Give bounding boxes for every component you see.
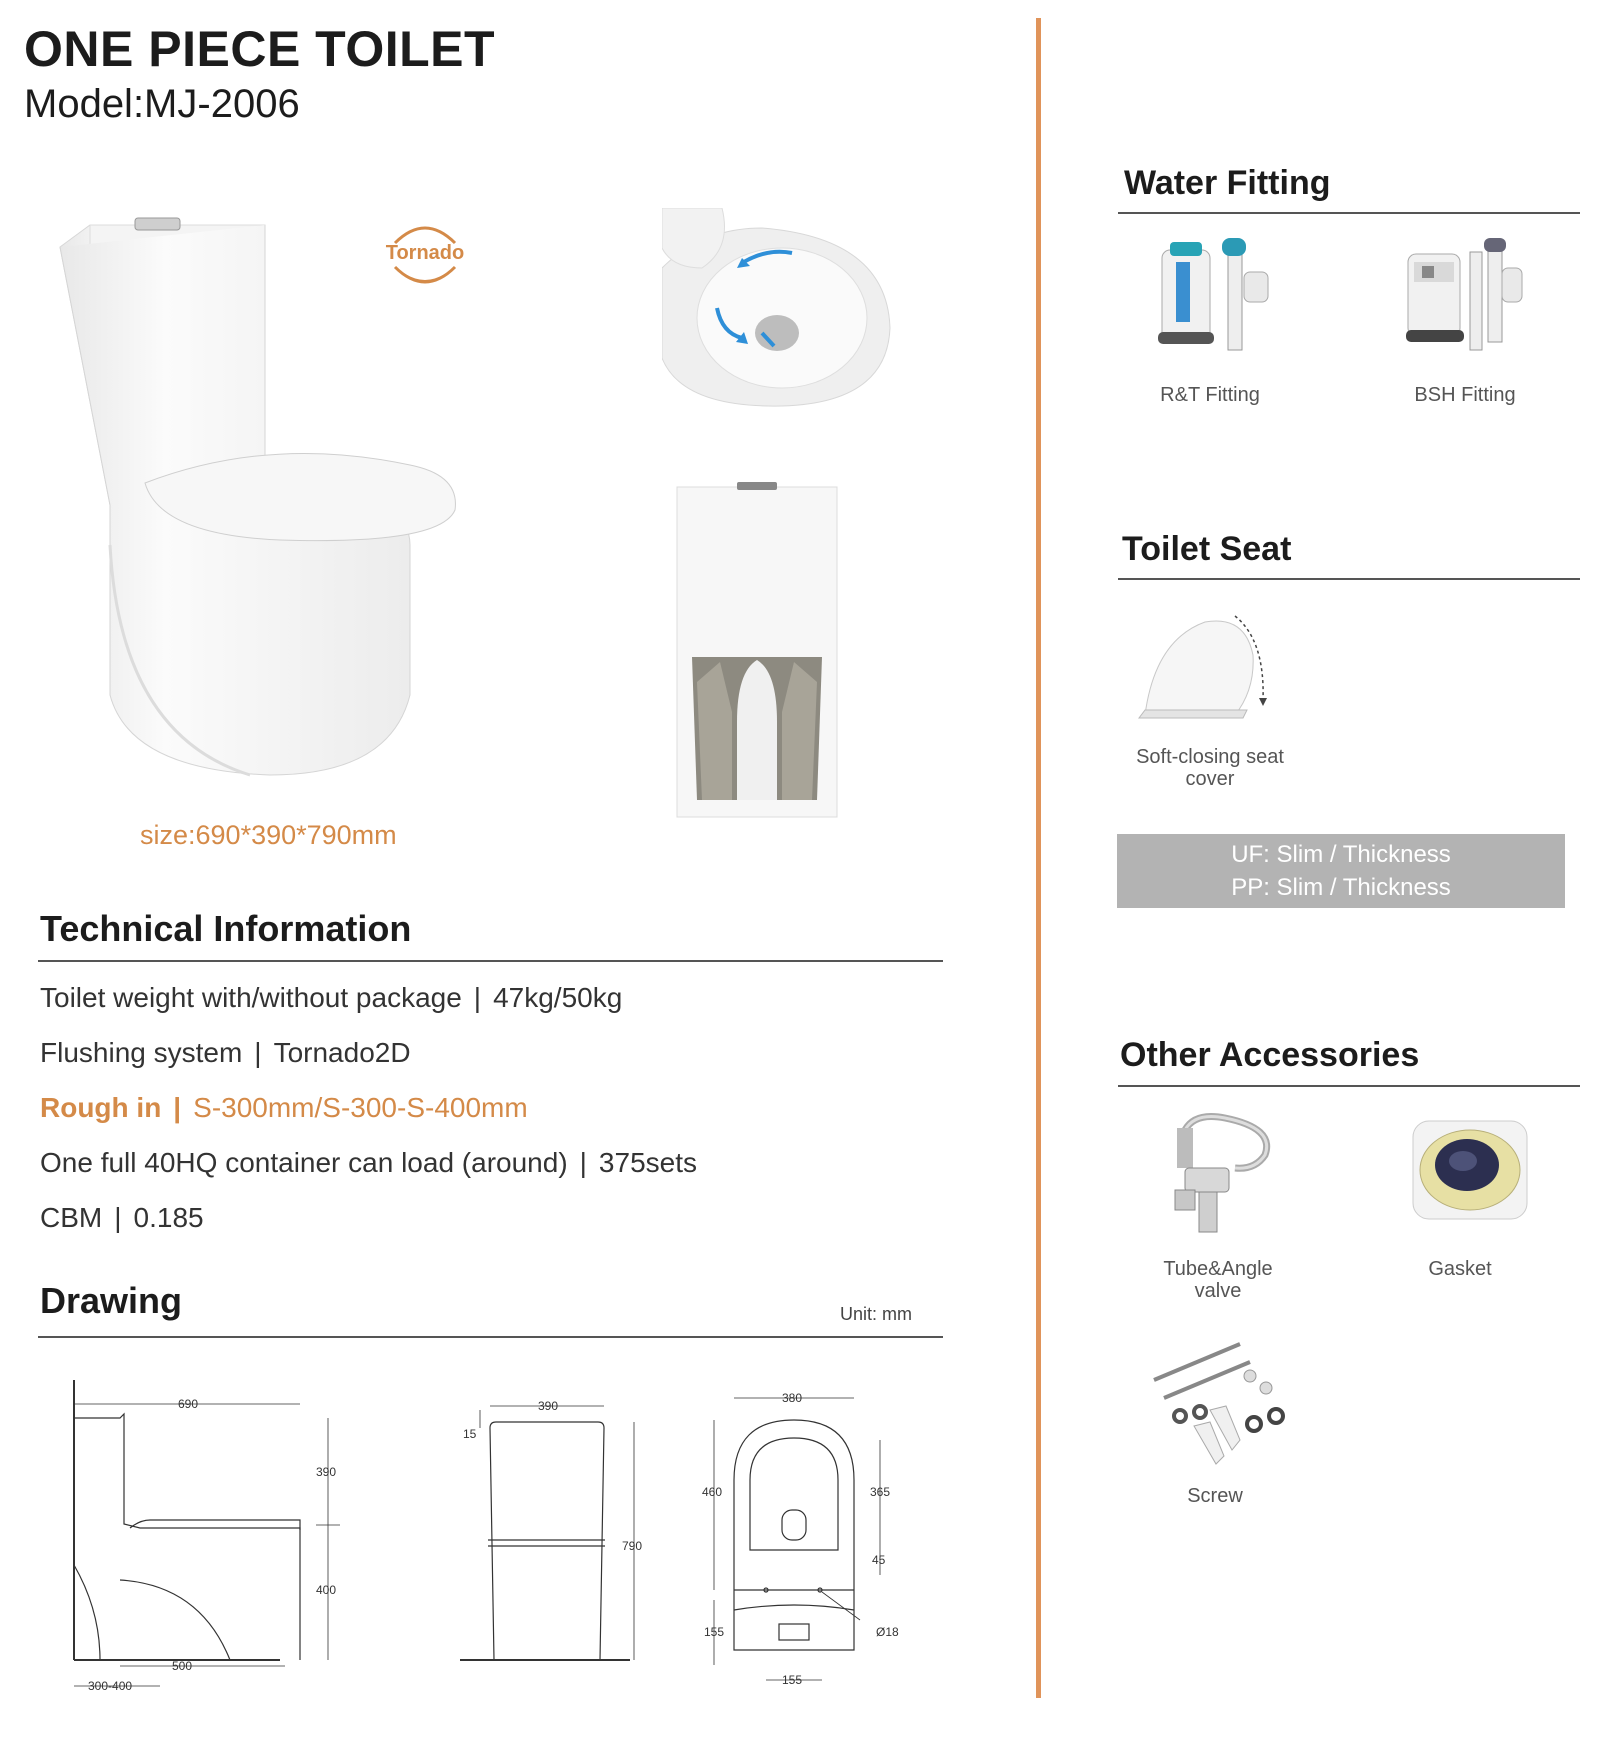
top-view-drawing [702,1391,899,1687]
dim-400-label: 400 [316,1583,337,1597]
tech-value: 0.185 [133,1202,204,1233]
toilet-seat-title: Toilet Seat [1122,530,1292,568]
tech-row-container [40,1147,697,1179]
tech-row-cbm [40,1202,204,1234]
dim-front-390-label: 390 [538,1399,559,1413]
seat-spec-pp: PP: Slim / Thickness [1231,874,1451,901]
gasket-image [1405,1115,1535,1225]
dim-390-label: 390 [316,1465,337,1479]
accessories-underline [1118,1085,1580,1087]
toilet-side-image [50,215,470,785]
tech-key: One full 40HQ container can load (around) [40,1147,568,1178]
drawing-underline [38,1336,943,1338]
gasket-label [1360,1258,1560,1280]
bowl-interior-image [662,208,892,408]
tech-separator: | [114,1202,122,1233]
tube-valve-line1: Tube&Angle [1163,1258,1273,1280]
seat-label-line2: cover [1185,768,1235,790]
technical-underline [38,960,943,962]
front-view-drawing [460,1399,642,1660]
dim-500-label: 500 [172,1659,193,1673]
tech-key: CBM [40,1202,103,1233]
tech-row-flushing [40,1037,411,1069]
tube-valve-line2: valve [1194,1280,1242,1302]
tech-value: S-300mm/S-300-S-400mm [193,1092,528,1123]
tech-value: 47kg/50kg [493,982,623,1013]
tech-key: Toilet weight with/without package [40,982,462,1013]
drawing-title: Drawing [40,1280,183,1321]
tech-key: Rough in [40,1092,162,1123]
accessories-title: Other Accessories [1120,1036,1420,1074]
dim-15-label: 15 [463,1427,477,1441]
bsh-fitting-label: BSH Fitting [1414,384,1516,406]
tech-value: Tornado2D [273,1037,411,1068]
dim-155-label: 155 [704,1625,725,1639]
page-title: ONE PIECE TOILET [24,21,496,77]
tech-separator: | [173,1092,182,1123]
water-fitting-underline [1118,212,1580,214]
gasket-line1: Gasket [1428,1258,1492,1280]
screw-image [1150,1340,1290,1470]
column-divider [1036,18,1041,1698]
seat-label [1110,746,1310,790]
dim-diameter-label: Ø18 [876,1625,899,1639]
bsh-fitting-image [1400,232,1530,362]
dim-790-label: 790 [622,1539,643,1553]
dim-460-label: 460 [702,1485,723,1499]
toilet-seat-underline [1118,578,1580,580]
tech-separator: | [473,982,482,1013]
seat-label-line1: Soft-closing seat [1136,746,1284,768]
water-fitting-title: Water Fitting [1124,164,1331,202]
seat-spec-uf: UF: Slim / Thickness [1231,841,1451,868]
model-number: Model:MJ-2006 [24,82,300,126]
unit-label: Unit: mm [840,1304,912,1324]
rt-fitting-image [1150,232,1280,362]
tech-separator: | [579,1147,587,1178]
dim-155b-label: 155 [782,1673,803,1687]
toilet-rear-image [672,482,842,822]
tech-key: Flushing system [40,1037,243,1068]
dim-300-400-label: 300-400 [88,1679,133,1693]
tech-row-rough-in [40,1092,528,1124]
screw-label [1115,1485,1315,1507]
dim-365-label: 365 [870,1485,891,1499]
tech-value: 375sets [598,1147,697,1178]
technical-drawing [60,1370,940,1705]
size-label: size:690*390*790mm [140,820,397,850]
tube-angle-valve-image [1155,1110,1285,1240]
tech-row-weight [40,982,622,1014]
tech-separator: | [254,1037,262,1068]
screw-line1: Screw [1187,1485,1243,1507]
soft-close-seat-image [1135,610,1275,730]
tube-valve-label [1118,1258,1318,1302]
dim-380-label: 380 [782,1391,803,1405]
rt-fitting-label: R&T Fitting [1160,384,1260,406]
dim-45-label: 45 [872,1553,886,1567]
tornado-badge-label: Tornado [385,242,465,264]
dim-690-label: 690 [178,1397,199,1411]
side-view-drawing [74,1380,340,1693]
seat-spec-box [1117,834,1565,908]
technical-title: Technical Information [40,908,412,949]
